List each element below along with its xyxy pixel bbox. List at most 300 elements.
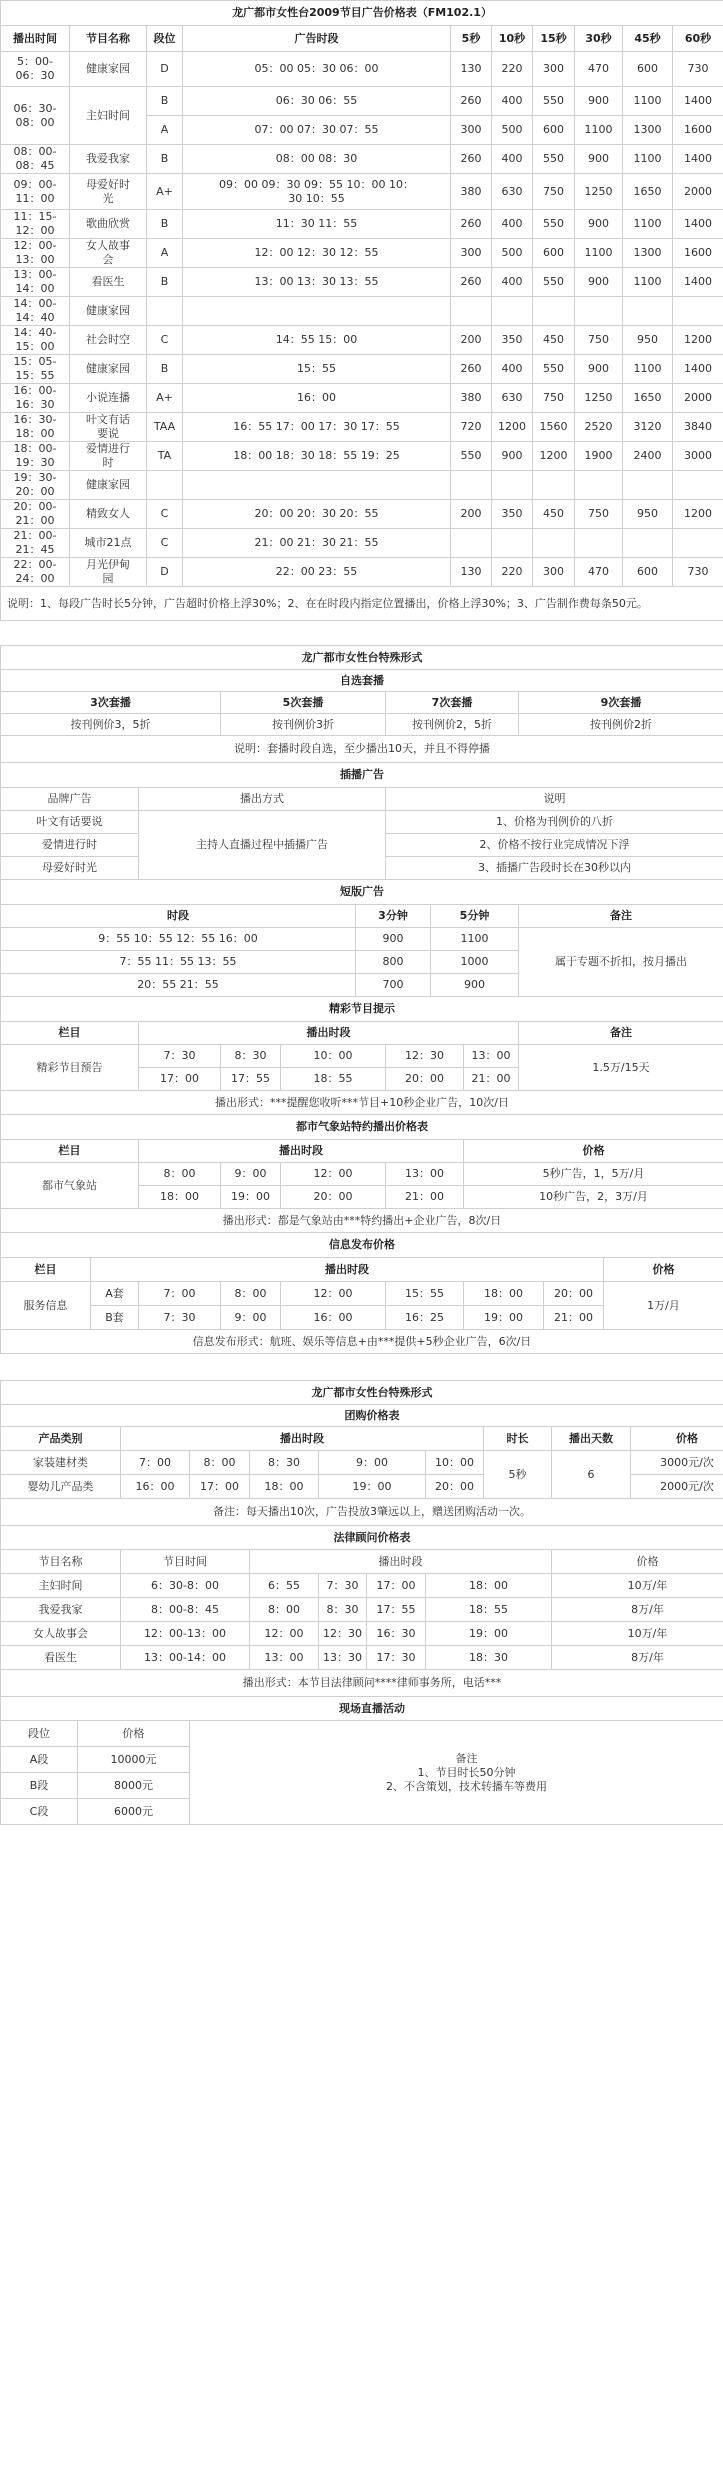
price-cell: 750 (575, 326, 623, 355)
price-cell: 750 (533, 174, 575, 210)
price-cell: 600 (623, 52, 673, 87)
group-head: 时长 (484, 1427, 552, 1451)
subsection-title: 信息发布价格 (1, 1233, 723, 1258)
price-table-main (0, 0, 723, 621)
col-header: 节目名称 (70, 26, 147, 52)
price-cell: 500 (492, 239, 533, 268)
info-set: A套 (91, 1282, 139, 1306)
live-remark-title: 备注 (455, 1751, 478, 1765)
group-head: 产品类别 (1, 1427, 121, 1451)
table-row (1, 384, 723, 413)
col-header: 段位 (147, 26, 183, 52)
law-head: 播出时段 (250, 1550, 552, 1574)
price-cell: 1200 (533, 442, 575, 471)
info-time: 8：00 (221, 1282, 281, 1306)
info-note: 信息发布形式：航班、娱乐等信息+由***提供+5秒企业广告，6次/日 (1, 1330, 723, 1354)
info-set: B套 (91, 1306, 139, 1330)
price-cell: 130 (451, 52, 492, 87)
price-cell: 300 (451, 239, 492, 268)
price-cell: 1400 (673, 210, 723, 239)
info-time: 21：00 (544, 1306, 604, 1330)
subsection-title: 现场直播活动 (1, 1697, 723, 1721)
group-head: 播出天数 (552, 1427, 631, 1451)
subsection-title: 都市气象站特约播出价格表 (1, 1115, 723, 1140)
table-row (1, 413, 723, 442)
subsection-title: 插播广告 (1, 763, 723, 788)
live-head: 价格 (78, 1721, 190, 1747)
program-cell: 小说连播 (70, 384, 147, 413)
price-cell: 630 (492, 384, 533, 413)
wx-price: 5秒广告，1，5万/月 (464, 1163, 723, 1186)
price-cell: 750 (575, 500, 623, 529)
slot-cell (183, 471, 451, 500)
table-row (1, 239, 723, 268)
price-cell (623, 297, 673, 326)
live-tier: C段 (1, 1799, 78, 1825)
price-cell: 1900 (575, 442, 623, 471)
price-cell: 300 (533, 52, 575, 87)
price-cell: 1600 (673, 239, 723, 268)
insert-note: 2、价格不按行业完成情况下浮 (386, 834, 723, 857)
price-cell: 260 (451, 355, 492, 384)
price-cell: 900 (575, 87, 623, 116)
wx-name: 都市气象站 (1, 1163, 139, 1209)
tier-cell: C (147, 326, 183, 355)
hl-time: 10：00 (281, 1045, 386, 1068)
hl-time: 8：30 (221, 1045, 281, 1068)
price-cell (492, 297, 533, 326)
law-slot: 13：30 (319, 1646, 367, 1670)
law-price: 8万/年 (552, 1646, 723, 1670)
short-price: 900 (431, 974, 519, 997)
short-slot: 20：55 21：55 (1, 974, 356, 997)
price-cell: 220 (492, 52, 533, 87)
price-cell (492, 471, 533, 500)
hl-time: 7：30 (139, 1045, 221, 1068)
table-row (1, 471, 723, 500)
law-time: 12：00-13：00 (121, 1622, 250, 1646)
price-cell: 2400 (623, 442, 673, 471)
insert-head: 播出方式 (139, 788, 386, 811)
price-cell: 260 (451, 210, 492, 239)
tier-cell: A+ (147, 384, 183, 413)
price-cell: 550 (533, 268, 575, 297)
price-cell: 450 (533, 500, 575, 529)
time-cell: 14：00- 14：40 (1, 297, 70, 326)
price-cell: 1400 (673, 145, 723, 174)
wx-time: 20：00 (281, 1186, 386, 1209)
combo-note: 说明：套播时段自选，至少播出10天，并且不得停播 (1, 736, 723, 763)
price-cell: 130 (451, 558, 492, 587)
live-remark-line: 1、节目时长50分钟 (417, 1765, 516, 1779)
wx-time: 18：00 (139, 1186, 221, 1209)
tier-cell: D (147, 558, 183, 587)
law-slot: 18：30 (426, 1646, 552, 1670)
price-cell: 350 (492, 500, 533, 529)
col-header: 30秒 (575, 26, 623, 52)
hl-name: 精彩节目预告 (1, 1045, 139, 1091)
group-price: 3000元/次 (631, 1451, 723, 1475)
group-note: 备注：每天播出10次，广告投放3肇远以上，赠送团购活动一次。 (1, 1499, 723, 1526)
law-slot: 12：30 (319, 1622, 367, 1646)
tier-cell: C (147, 529, 183, 558)
time-cell: 06：30- 08：00 (1, 87, 70, 145)
hl-time: 17：00 (139, 1068, 221, 1091)
price-cell: 300 (451, 116, 492, 145)
price-cell: 900 (575, 210, 623, 239)
price-cell (575, 471, 623, 500)
group-days: 6 (552, 1451, 631, 1499)
program-cell: 主妇时间 (70, 87, 147, 145)
slot-cell: 09：00 09：30 09：55 10：00 10： 30 10：55 (183, 174, 451, 210)
group-category: 家装建材类 (1, 1451, 121, 1475)
info-head: 栏目 (1, 1258, 91, 1282)
wx-head: 播出时段 (139, 1140, 464, 1163)
brand-ad: 母爱好时光 (1, 857, 139, 880)
live-tier: A段 (1, 1747, 78, 1773)
price-cell: 2520 (575, 413, 623, 442)
law-slot: 13：00 (250, 1646, 319, 1670)
table-row (1, 558, 723, 587)
law-slot: 12：00 (250, 1622, 319, 1646)
program-cell: 叶文有话 要说 (70, 413, 147, 442)
group-time: 18：00 (250, 1475, 319, 1499)
live-tier: B段 (1, 1773, 78, 1799)
tier-cell: B (147, 87, 183, 116)
time-cell: 14：40- 15：00 (1, 326, 70, 355)
subsection-title: 自选套播 (1, 670, 723, 692)
law-head: 价格 (552, 1550, 723, 1574)
price-cell: 220 (492, 558, 533, 587)
price-cell: 200 (451, 326, 492, 355)
price-cell: 1100 (623, 87, 673, 116)
price-cell: 600 (623, 558, 673, 587)
info-time: 7：30 (139, 1306, 221, 1330)
price-cell: 1600 (673, 116, 723, 145)
price-cell: 260 (451, 87, 492, 116)
group-time: 20：00 (426, 1475, 484, 1499)
slot-cell: 07：00 07：30 07：55 (183, 116, 451, 145)
slot-cell: 21：00 21：30 21：55 (183, 529, 451, 558)
price-cell: 630 (492, 174, 533, 210)
col-header: 播出时间 (1, 26, 70, 52)
time-cell: 12：00- 13：00 (1, 239, 70, 268)
info-time: 20：00 (544, 1282, 604, 1306)
law-program: 女人故事会 (1, 1622, 121, 1646)
wx-time: 21：00 (386, 1186, 464, 1209)
law-price: 8万/年 (552, 1598, 723, 1622)
price-cell: 300 (533, 558, 575, 587)
subsection-title: 短版广告 (1, 880, 723, 905)
law-slot: 17：30 (367, 1646, 426, 1670)
law-slot: 7：30 (319, 1574, 367, 1598)
combo-head: 9次套播 (519, 692, 723, 714)
time-cell: 11：15- 12：00 (1, 210, 70, 239)
tier-cell: B (147, 355, 183, 384)
slot-cell: 05：00 05：30 06：00 (183, 52, 451, 87)
slot-cell: 13：00 13：30 13：55 (183, 268, 451, 297)
law-price: 10万/年 (552, 1574, 723, 1598)
time-cell: 08：00- 08：45 (1, 145, 70, 174)
price-cell: 900 (575, 145, 623, 174)
short-head: 3分钟 (356, 905, 431, 928)
price-cell: 400 (492, 355, 533, 384)
price-cell: 400 (492, 268, 533, 297)
combo-head: 5次套播 (221, 692, 386, 714)
price-cell: 1100 (623, 355, 673, 384)
price-cell: 1250 (575, 384, 623, 413)
law-head: 节目名称 (1, 1550, 121, 1574)
tier-cell: A (147, 116, 183, 145)
price-cell: 1200 (673, 500, 723, 529)
program-cell: 月光伊甸 园 (70, 558, 147, 587)
wx-note: 播出形式：都是气象站由***特约播出+企业广告，8次/日 (1, 1209, 723, 1233)
hl-remark: 1.5万/15天 (519, 1045, 723, 1091)
price-cell: 400 (492, 145, 533, 174)
special-forms-table-2 (0, 1380, 723, 1825)
short-price: 1000 (431, 951, 519, 974)
program-cell: 社会时空 (70, 326, 147, 355)
law-time: 13：00-14：00 (121, 1646, 250, 1670)
price-cell (451, 297, 492, 326)
short-price: 800 (356, 951, 431, 974)
price-cell: 1200 (673, 326, 723, 355)
price-cell: 1300 (623, 116, 673, 145)
subsection-title: 精彩节目提示 (1, 997, 723, 1022)
subsection-title: 团购价格表 (1, 1405, 723, 1427)
price-cell (673, 529, 723, 558)
slot-cell: 08：00 08：30 (183, 145, 451, 174)
tier-cell (147, 471, 183, 500)
short-head: 5分钟 (431, 905, 519, 928)
price-cell: 720 (451, 413, 492, 442)
wx-price: 10秒广告，2，3万/月 (464, 1186, 723, 1209)
group-duration: 5秒 (484, 1451, 552, 1499)
price-cell: 2000 (673, 174, 723, 210)
group-category: 婴幼儿产品类 (1, 1475, 121, 1499)
info-time: 15：55 (386, 1282, 464, 1306)
time-cell: 16：30- 18：00 (1, 413, 70, 442)
price-cell: 1100 (623, 268, 673, 297)
table-row (1, 52, 723, 87)
price-cell: 900 (492, 442, 533, 471)
slot-cell: 11：30 11：55 (183, 210, 451, 239)
price-cell: 900 (575, 355, 623, 384)
info-name: 服务信息 (1, 1282, 91, 1330)
insert-method: 主持人直播过程中插播广告 (139, 811, 386, 880)
price-cell: 470 (575, 558, 623, 587)
section-title: 龙广都市女性台特殊形式 (1, 646, 723, 670)
price-cell: 2000 (673, 384, 723, 413)
price-cell: 1650 (623, 174, 673, 210)
price-cell: 950 (623, 326, 673, 355)
table-row (1, 87, 723, 116)
time-cell: 16：00- 16：30 (1, 384, 70, 413)
price-cell: 380 (451, 174, 492, 210)
table-row (1, 210, 723, 239)
price-cell: 1100 (623, 145, 673, 174)
insert-note: 1、价格为刊例价的八折 (386, 811, 723, 834)
program-cell: 爱情进行 时 (70, 442, 147, 471)
program-cell: 女人故事 会 (70, 239, 147, 268)
wx-time: 13：00 (386, 1163, 464, 1186)
law-program: 我爱我家 (1, 1598, 121, 1622)
price-cell: 1650 (623, 384, 673, 413)
hl-head: 备注 (519, 1022, 723, 1045)
group-time: 10：00 (426, 1451, 484, 1475)
table-row (1, 355, 723, 384)
price-cell (623, 471, 673, 500)
law-note: 播出形式：本节目法律顾问****律师事务所，电话*** (1, 1670, 723, 1697)
col-header: 10秒 (492, 26, 533, 52)
combo-head: 3次套播 (1, 692, 221, 714)
law-time: 8：00-8：45 (121, 1598, 250, 1622)
insert-head: 品牌广告 (1, 788, 139, 811)
short-price: 900 (356, 928, 431, 951)
law-program: 看医生 (1, 1646, 121, 1670)
brand-ad: 叶文有话要说 (1, 811, 139, 834)
header-row (1, 26, 723, 52)
combo-head: 7次套播 (386, 692, 519, 714)
slot-cell: 15：55 (183, 355, 451, 384)
wx-time: 9：00 (221, 1163, 281, 1186)
slot-cell: 12：00 12：30 12：55 (183, 239, 451, 268)
info-head: 价格 (604, 1258, 723, 1282)
slot-cell: 22：00 23：55 (183, 558, 451, 587)
price-cell (533, 471, 575, 500)
group-price: 2000元/次 (631, 1475, 723, 1499)
group-time: 9：00 (319, 1451, 426, 1475)
col-header: 15秒 (533, 26, 575, 52)
hl-time: 18：55 (281, 1068, 386, 1091)
law-slot: 8：00 (250, 1598, 319, 1622)
price-cell (533, 529, 575, 558)
combo-value: 按刊例价3折 (221, 714, 386, 736)
short-price: 700 (356, 974, 431, 997)
law-row (1, 1574, 723, 1598)
group-time: 8：30 (250, 1451, 319, 1475)
tier-cell: B (147, 268, 183, 297)
law-slot: 18：00 (426, 1574, 552, 1598)
table-row (1, 529, 723, 558)
slot-cell: 20：00 20：30 20：55 (183, 500, 451, 529)
time-cell: 13：00- 14：00 (1, 268, 70, 297)
time-cell: 18：00- 19：30 (1, 442, 70, 471)
group-time: 8：00 (190, 1451, 250, 1475)
time-cell: 22：00- 24：00 (1, 558, 70, 587)
price-cell: 400 (492, 210, 533, 239)
combo-value: 按刊例价2折 (519, 714, 723, 736)
law-slot: 17：55 (367, 1598, 426, 1622)
live-head: 段位 (1, 1721, 78, 1747)
program-cell: 健康家园 (70, 471, 147, 500)
group-time: 19：00 (319, 1475, 426, 1499)
law-body (1, 1574, 723, 1670)
price-cell: 1400 (673, 355, 723, 384)
price-cell: 600 (533, 116, 575, 145)
tier-cell: C (147, 500, 183, 529)
price-cell: 380 (451, 384, 492, 413)
table-note: 说明：1、每段广告时长5分钟，广告超时价格上浮30%；2、在在时段内指定位置播出，价格上浮30%；3、广告制作费每条50元。 (1, 587, 723, 621)
live-price: 10000元 (78, 1747, 190, 1773)
col-header: 5秒 (451, 26, 492, 52)
law-row (1, 1622, 723, 1646)
law-slot: 17：00 (367, 1574, 426, 1598)
price-cell: 200 (451, 500, 492, 529)
col-header: 45秒 (623, 26, 673, 52)
info-time: 19：00 (464, 1306, 544, 1330)
price-cell: 730 (673, 52, 723, 87)
price-cell: 750 (533, 384, 575, 413)
slot-cell: 18：00 18：30 18：55 19：25 (183, 442, 451, 471)
price-cell: 260 (451, 268, 492, 297)
law-time: 6：30-8：00 (121, 1574, 250, 1598)
price-cell (533, 297, 575, 326)
price-cell: 1250 (575, 174, 623, 210)
law-row (1, 1598, 723, 1622)
wx-time: 8：00 (139, 1163, 221, 1186)
program-cell: 我爱我家 (70, 145, 147, 174)
price-cell: 1560 (533, 413, 575, 442)
info-time: 7：00 (139, 1282, 221, 1306)
wx-head: 栏目 (1, 1140, 139, 1163)
short-head: 备注 (519, 905, 723, 928)
law-row (1, 1646, 723, 1670)
hl-time: 13：00 (464, 1045, 519, 1068)
time-cell: 5：00- 06：30 (1, 52, 70, 87)
short-slot: 7：55 11：55 13：55 (1, 951, 356, 974)
hl-note: 播出形式：***提醒您收听***节目+10秒企业广告，10次/日 (1, 1091, 723, 1115)
group-time: 7：00 (121, 1451, 190, 1475)
law-price: 10万/年 (552, 1622, 723, 1646)
group-time: 16：00 (121, 1475, 190, 1499)
info-time: 16：00 (281, 1306, 386, 1330)
section-title: 龙广都市女性台特殊形式 (1, 1381, 723, 1405)
price-cell: 400 (492, 87, 533, 116)
wx-head: 价格 (464, 1140, 723, 1163)
table-row (1, 174, 723, 210)
wx-time: 12：00 (281, 1163, 386, 1186)
law-slot: 19：00 (426, 1622, 552, 1646)
price-cell (451, 529, 492, 558)
live-price: 8000元 (78, 1773, 190, 1799)
price-cell: 470 (575, 52, 623, 87)
program-cell: 精致女人 (70, 500, 147, 529)
short-head: 时段 (1, 905, 356, 928)
price-cell: 3840 (673, 413, 723, 442)
slot-cell: 16：55 17：00 17：30 17：55 (183, 413, 451, 442)
table-body (1, 52, 723, 587)
brand-ad: 爱情进行时 (1, 834, 139, 857)
price-cell: 900 (575, 268, 623, 297)
tier-cell: B (147, 210, 183, 239)
price-cell: 450 (533, 326, 575, 355)
time-cell: 15：05- 15：55 (1, 355, 70, 384)
price-cell (673, 297, 723, 326)
price-cell: 600 (533, 239, 575, 268)
group-head: 价格 (631, 1427, 723, 1451)
time-cell: 19：30- 20：00 (1, 471, 70, 500)
price-cell: 1100 (575, 239, 623, 268)
col-header: 60秒 (673, 26, 723, 52)
law-head: 节目时间 (121, 1550, 250, 1574)
time-cell: 09：00- 11：00 (1, 174, 70, 210)
hl-time: 17：55 (221, 1068, 281, 1091)
tier-cell: D (147, 52, 183, 87)
slot-cell: 06：30 06：55 (183, 87, 451, 116)
slot-cell: 14：55 15：00 (183, 326, 451, 355)
price-cell: 1100 (623, 210, 673, 239)
